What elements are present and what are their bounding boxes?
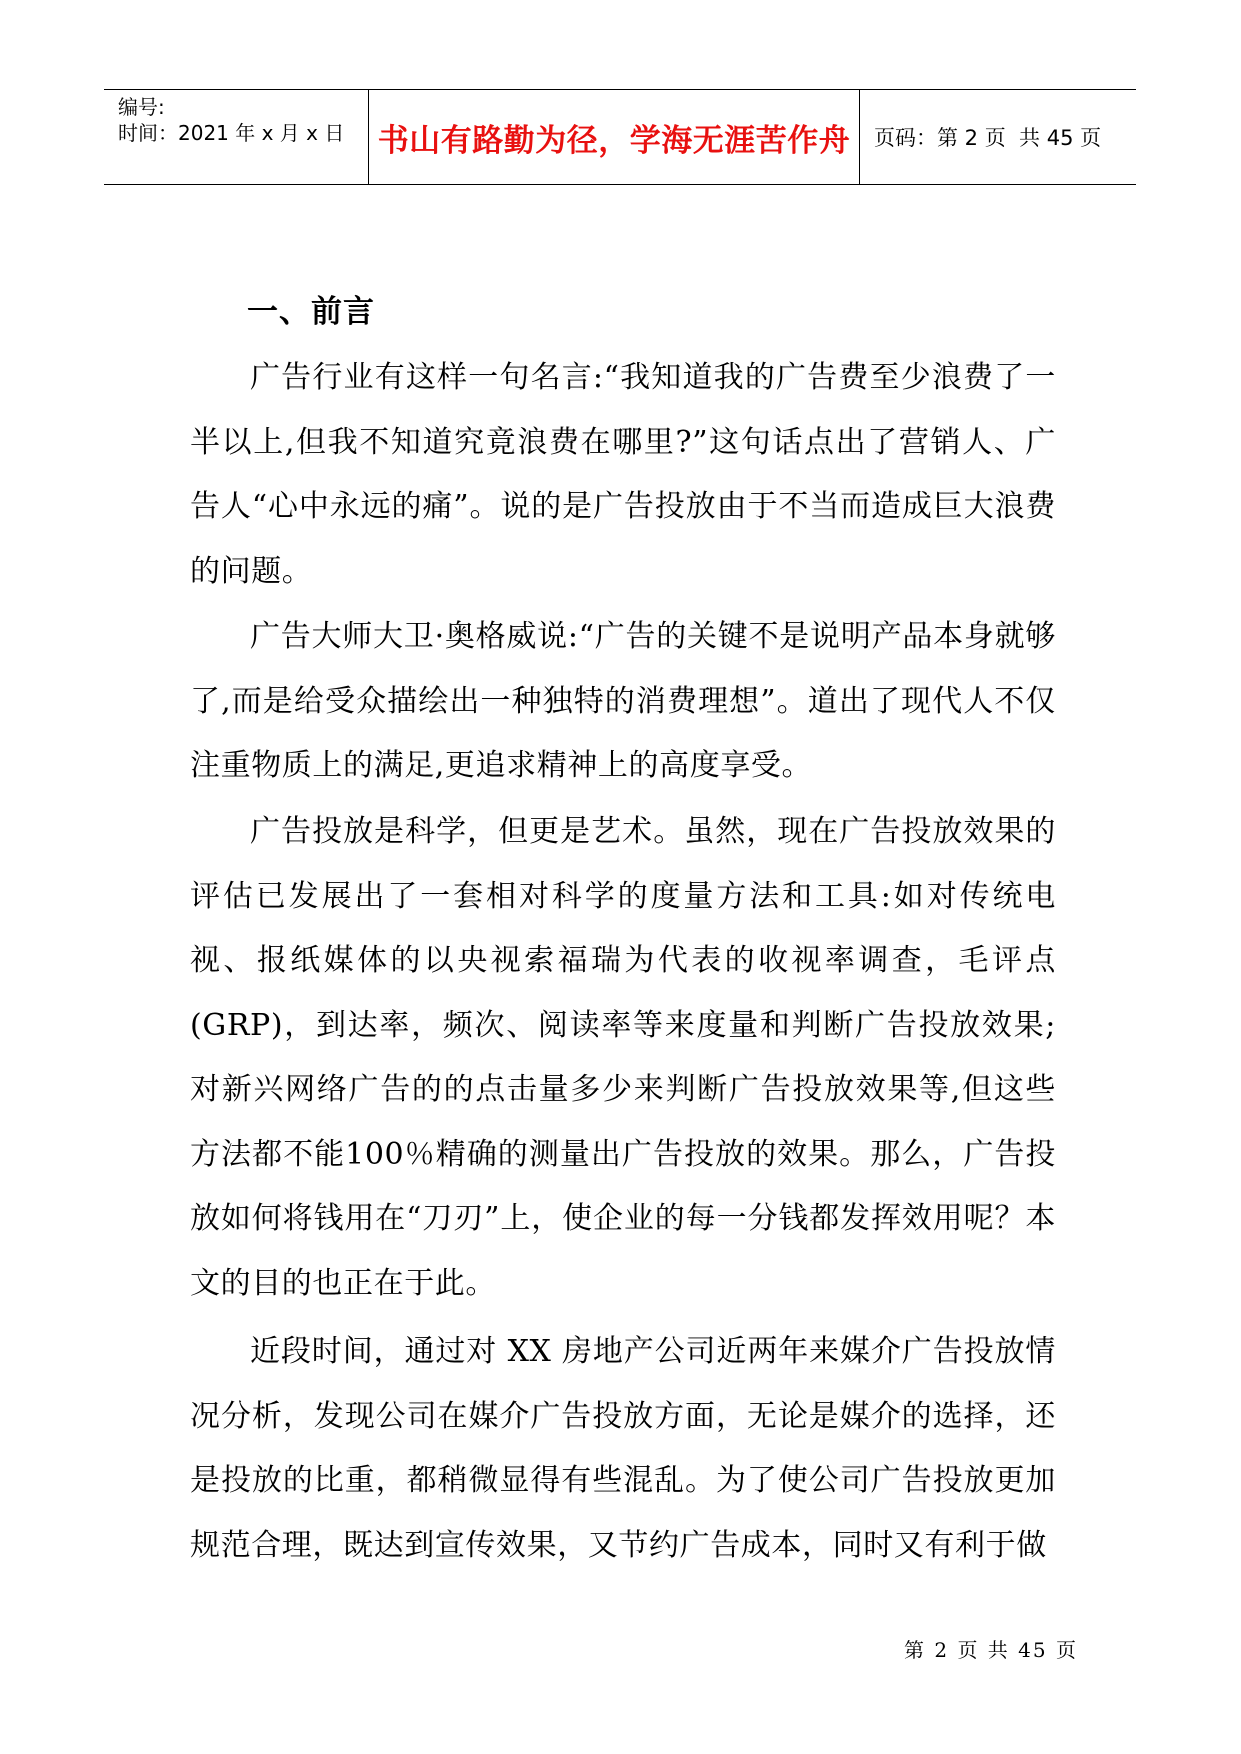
header-motto: 书山有路勤为径，学海无涯苦作舟 <box>377 122 851 159</box>
paragraph: 近段时间，通过对 XX 房地产公司近两年来媒介广告投放情况分析，发现公司在媒介广告投放方面，无论是媒介的选择，还是投放的比重，都稍微显得有些混乱。为了使公司广告投放更加规范合理，既达到宣传效果，又节约广告成本，同时又有利于做 <box>190 1334 1056 1563</box>
page-header <box>104 89 1136 185</box>
section-heading: 一、前言 <box>247 294 375 330</box>
date-label: 时间：2021 年 x 月 x 日 <box>118 121 345 145</box>
header-page-cell <box>860 90 1136 184</box>
page-footer: 第 2 页 共 45 页 <box>904 1638 1078 1662</box>
header-motto-cell <box>369 90 860 184</box>
paragraph: 广告投放是科学，但更是艺术。虽然，现在广告投放效果的评估已发展出了一套相对科学的度量方法和工具:如对传统电视、报纸媒体的以央视索福瑞为代表的收视率调查，毛评点(GRP)，到达率，频次、阅读率等来度量和判断广告投放效果;对新兴网络广告的的点击量多少来判断广告投放效果等,但这些方法都不能100％精确的测量出广告投放的效果。那么，广告投放如何将钱用在“刀刃”上，使企业的每一分钱都发挥效用呢？本文的目的也正在于此。 <box>190 814 1056 1301</box>
header-meta-cell <box>104 90 369 184</box>
paragraph: 广告行业有这样一句名言:“我知道我的广告费至少浪费了一半以上,但我不知道究竟浪费在哪里?”这句话点出了营销人、广告人“心中永远的痛”。说的是广告投放由于不当而造成巨大浪费的问题。 <box>190 360 1056 589</box>
serial-number-label: 编号: <box>118 95 165 119</box>
paragraph: 广告大师大卫·奥格威说:“广告的关键不是说明产品本身就够了,而是给受众描绘出一种独特的消费理想”。道出了现代人不仅注重物质上的满足,更追求精神上的高度享受。 <box>190 619 1056 783</box>
header-page-info: 页码：第 2 页 共 45 页 <box>874 126 1102 150</box>
